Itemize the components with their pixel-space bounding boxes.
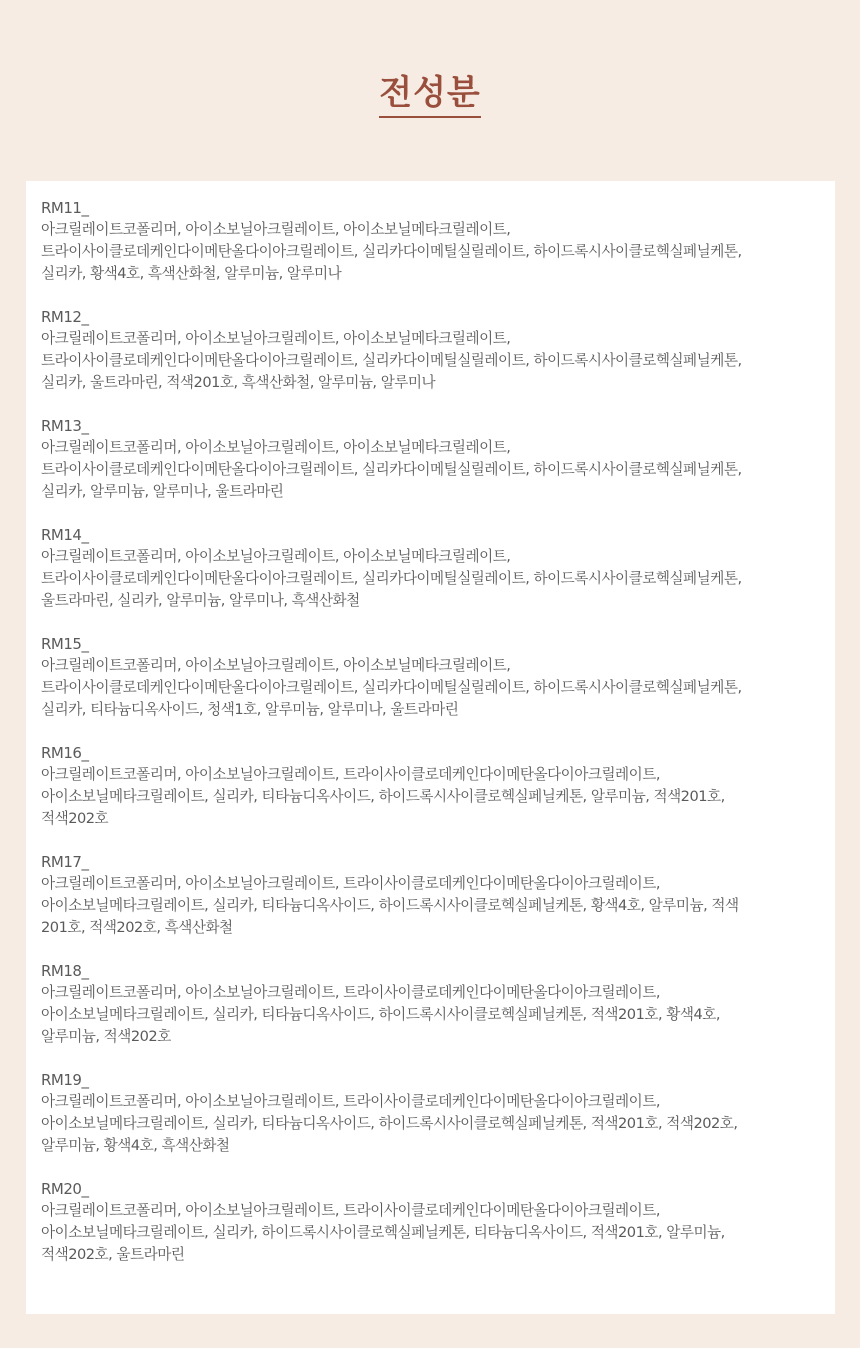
ingredient-list: 아크릴레이트코폴리머, 아이소보닐아크릴레이트, 아이소보닐메타크릴레이트, 트라이사이클로데케인다이메탄올다이아크릴레이트, 실리카다이메틸실릴레이트, 하이드록시사이클로헥실페닐케톤, 실리카, 알루미늄, 알루미나, 울트라마린	[41, 439, 742, 500]
ingredient-entry	[41, 851, 821, 939]
ingredient-list: 아크릴레이트코폴리머, 아이소보닐아크릴레이트, 트라이사이클로데케인다이메탄올다이아크릴레이트, 아이소보닐메타크릴레이트, 실리카, 티타늄디옥사이드, 하이드록시사이클로헥실페닐케톤, 적색201호, 황색4호, 알루미늄, 적색202호	[41, 984, 720, 1045]
ingredient-entry	[41, 524, 821, 612]
ingredient-entry	[41, 197, 821, 285]
ingredient-entry	[41, 633, 821, 721]
ingredient-list: 아크릴레이트코폴리머, 아이소보닐아크릴레이트, 아이소보닐메타크릴레이트, 트라이사이클로데케인다이메탄올다이아크릴레이트, 실리카다이메틸실릴레이트, 하이드록시사이클로헥실페닐케톤, 실리카, 황색4호, 흑색산화철, 알루미늄, 알루미나	[41, 221, 742, 282]
product-code: RM20_	[41, 1180, 89, 1198]
product-code: RM19_	[41, 1071, 89, 1089]
ingredient-entry	[41, 1178, 821, 1266]
page-title: 전성분	[379, 72, 481, 118]
page-header	[0, 72, 860, 118]
ingredient-entry	[41, 1069, 821, 1157]
product-code: RM14_	[41, 526, 89, 544]
ingredient-entry	[41, 306, 821, 394]
ingredients-card	[26, 181, 835, 1314]
product-code: RM17_	[41, 853, 89, 871]
ingredient-list: 아크릴레이트코폴리머, 아이소보닐아크릴레이트, 아이소보닐메타크릴레이트, 트라이사이클로데케인다이메탄올다이아크릴레이트, 실리카다이메틸실릴레이트, 하이드록시사이클로헥실페닐케톤, 실리카, 울트라마린, 적색201호, 흑색산화철, 알루미늄, 알루미나	[41, 330, 742, 391]
ingredient-list: 아크릴레이트코폴리머, 아이소보닐아크릴레이트, 아이소보닐메타크릴레이트, 트라이사이클로데케인다이메탄올다이아크릴레이트, 실리카다이메틸실릴레이트, 하이드록시사이클로헥실페닐케톤, 실리카, 티타늄디옥사이드, 청색1호, 알루미늄, 알루미나, 울트라마린	[41, 657, 742, 718]
product-code: RM18_	[41, 962, 89, 980]
ingredient-list: 아크릴레이트코폴리머, 아이소보닐아크릴레이트, 트라이사이클로데케인다이메탄올다이아크릴레이트, 아이소보닐메타크릴레이트, 실리카, 티타늄디옥사이드, 하이드록시사이클로헥실페닐케톤, 적색201호, 적색202호, 알루미늄, 황색4호, 흑색산화철	[41, 1093, 738, 1154]
product-code: RM13_	[41, 417, 89, 435]
product-code: RM16_	[41, 744, 89, 762]
ingredient-entry	[41, 742, 821, 830]
ingredient-entry	[41, 960, 821, 1048]
ingredient-entry	[41, 415, 821, 503]
product-code: RM15_	[41, 635, 89, 653]
ingredient-list: 아크릴레이트코폴리머, 아이소보닐아크릴레이트, 트라이사이클로데케인다이메탄올다이아크릴레이트, 아이소보닐메타크릴레이트, 실리카, 티타늄디옥사이드, 하이드록시사이클로헥실페닐케톤, 황색4호, 알루미늄, 적색 201호, 적색202호, 흑색산화철	[41, 875, 739, 936]
product-code: RM11_	[41, 199, 89, 217]
ingredient-list: 아크릴레이트코폴리머, 아이소보닐아크릴레이트, 트라이사이클로데케인다이메탄올다이아크릴레이트, 아이소보닐메타크릴레이트, 실리카, 티타늄디옥사이드, 하이드록시사이클로헥실페닐케톤, 알루미늄, 적색201호, 적색202호	[41, 766, 725, 827]
product-code: RM12_	[41, 308, 89, 326]
ingredient-list: 아크릴레이트코폴리머, 아이소보닐아크릴레이트, 트라이사이클로데케인다이메탄올다이아크릴레이트, 아이소보닐메타크릴레이트, 실리카, 하이드록시사이클로헥실페닐케톤, 티타늄디옥사이드, 적색201호, 알루미늄, 적색202호, 울트라마린	[41, 1202, 725, 1263]
ingredient-list: 아크릴레이트코폴리머, 아이소보닐아크릴레이트, 아이소보닐메타크릴레이트, 트라이사이클로데케인다이메탄올다이아크릴레이트, 실리카다이메틸실릴레이트, 하이드록시사이클로헥실페닐케톤, 울트라마린, 실리카, 알루미늄, 알루미나, 흑색산화철	[41, 548, 742, 609]
